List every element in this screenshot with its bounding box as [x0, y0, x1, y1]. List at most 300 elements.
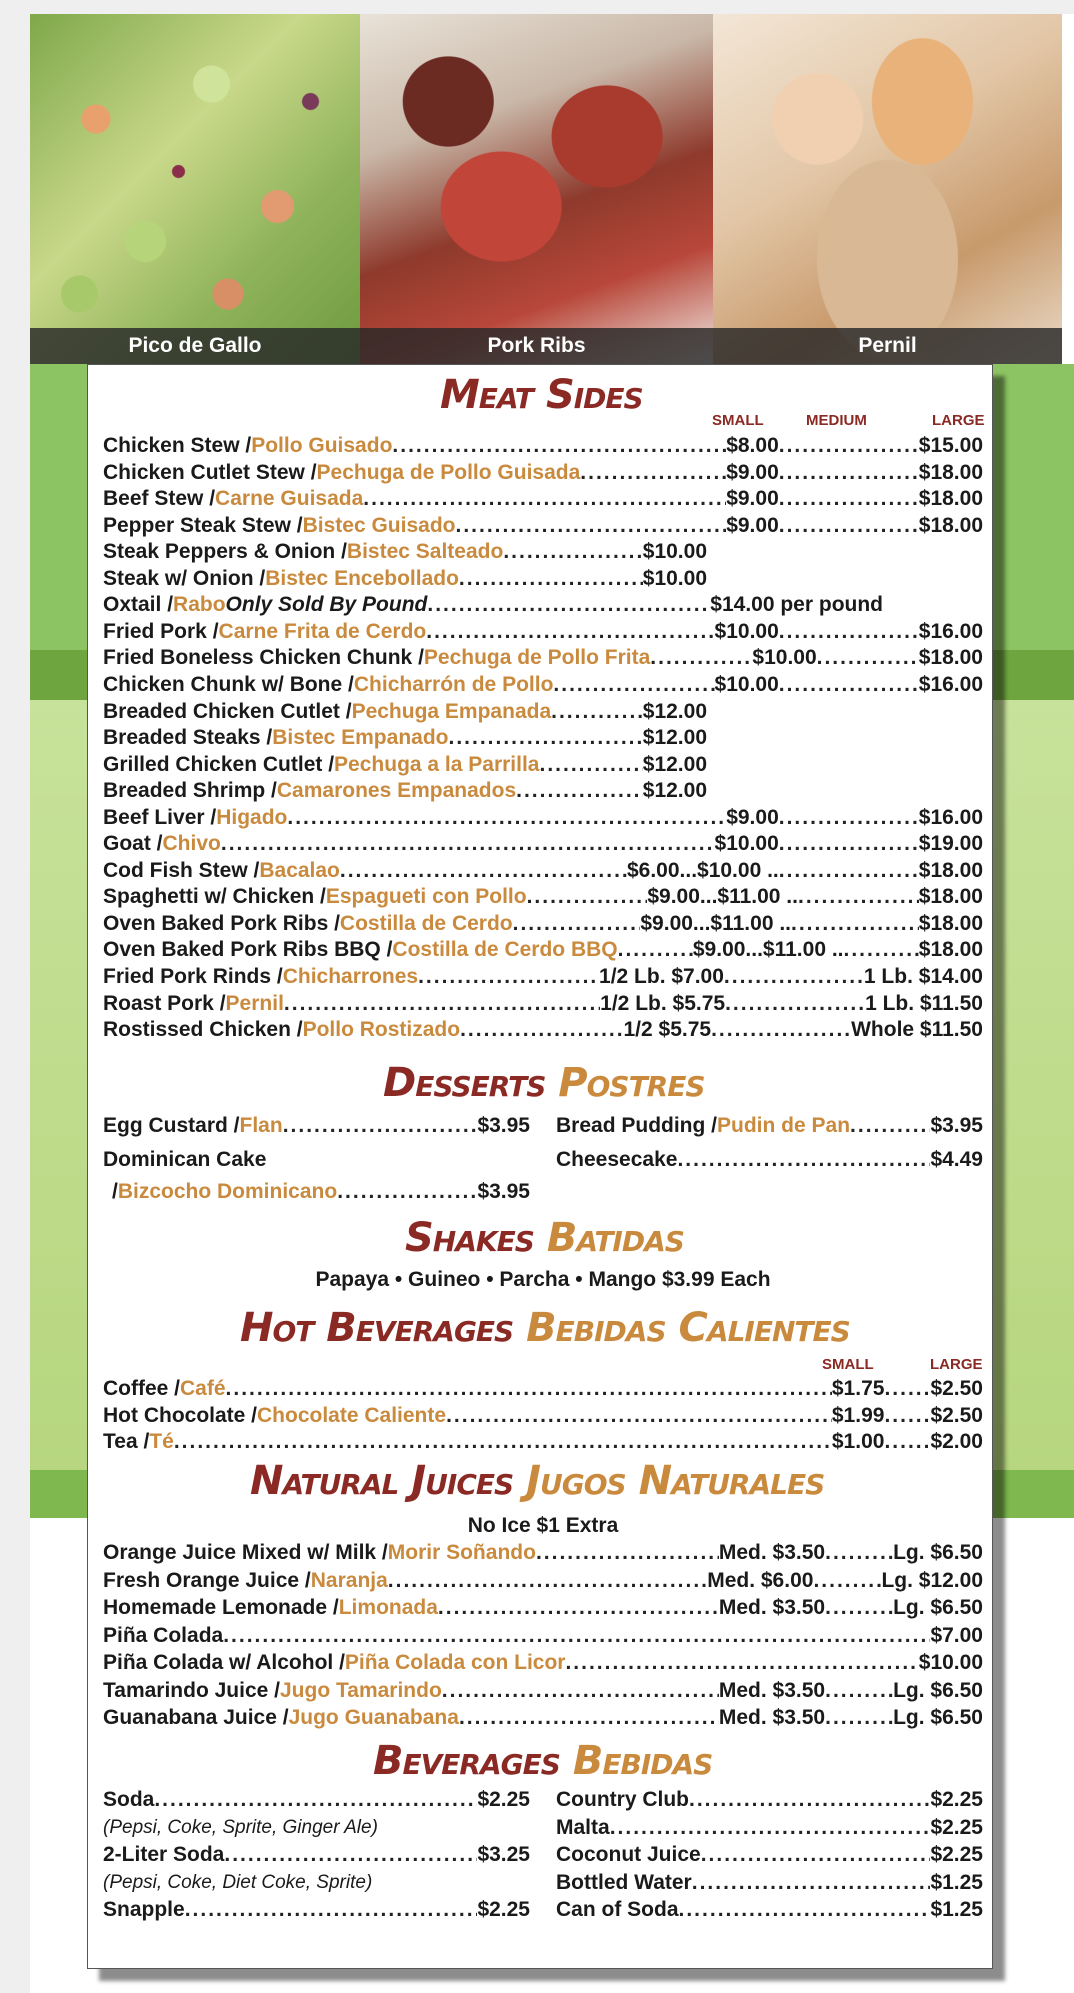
menu-item-row [103, 779, 983, 803]
leader-dots [779, 514, 919, 538]
item-name: Guanabana Juice / [103, 1706, 289, 1729]
item-price-1: $9.00...$11.00 .. [640, 911, 792, 935]
item-price-2: $18.00 [918, 858, 983, 882]
leader-dots [283, 1114, 478, 1138]
heading-en: Shakes [405, 1215, 534, 1261]
menu-item [103, 1569, 983, 1593]
leader-dots [448, 726, 642, 750]
item-price-1: $14.00 per pound [710, 593, 883, 617]
menu-item [103, 1706, 983, 1730]
menu-item [103, 540, 707, 564]
leader-dots [536, 1541, 719, 1565]
item-price-1: $8.00 [726, 434, 779, 457]
leader-dots [618, 938, 693, 962]
menu-item [103, 487, 983, 511]
item-name: Beef Stew / [103, 487, 216, 511]
item-price-1: 1/2 Lb. $5.75 [600, 991, 726, 1015]
menu-item-row [103, 1816, 530, 1840]
col-small: SMALL [712, 412, 764, 429]
leader-dots [791, 912, 919, 936]
menu-item-row [103, 1898, 530, 1922]
menu-item-row [103, 1871, 530, 1895]
item-price-1: Med. $3.50 [718, 1706, 826, 1729]
item-price-2: $10.00 [918, 1651, 983, 1674]
item-name-es: Higado [216, 805, 288, 829]
item-price-1: $9.00 [726, 460, 779, 484]
item-name: Orange Juice Mixed w/ Milk / [103, 1541, 388, 1564]
leader-dots [779, 673, 919, 697]
menu-item [103, 1541, 983, 1565]
leader-dots [392, 434, 726, 458]
item-name: Piña Colada [103, 1623, 224, 1647]
leader-dots [551, 700, 643, 724]
item-name-es: Limonada [338, 1596, 438, 1619]
leader-dots [527, 885, 648, 909]
item-name-es: Camarones Empanados [276, 779, 517, 803]
leader-dots [884, 1377, 930, 1401]
leader-dots [689, 1788, 930, 1812]
menu-item-row [556, 1843, 983, 1867]
menu-item-row [103, 1569, 983, 1593]
leader-dots [884, 1430, 930, 1454]
menu-item-row [103, 1377, 983, 1401]
menu-item-row [103, 567, 983, 591]
menu-item-row [556, 1788, 983, 1812]
item-note: (Pepsi, Coke, Diet Coke, Sprite) [103, 1871, 373, 1893]
menu-item-row [103, 1624, 983, 1648]
menu-item [103, 1018, 983, 1042]
item-price-2: $18.00 [918, 911, 983, 935]
menu-item [103, 965, 983, 989]
item-name-es: Bizcocho Dominicano [117, 1180, 338, 1203]
menu-item [103, 1816, 530, 1840]
item-price: $3.25 [477, 1843, 530, 1866]
item-name-es: Pechuga de Pollo Guisada [316, 460, 581, 484]
juices-note: No Ice $1 Extra [467, 1514, 619, 1537]
item-name-es: Pechuga de Pollo Frita [423, 646, 651, 670]
menu-item-row [103, 1018, 983, 1042]
item-name: Chicken Cutlet Stew / [103, 460, 317, 484]
heading-en: Natural Juices [250, 1458, 514, 1504]
item-price: $2.25 [930, 1788, 983, 1811]
menu-item-row [556, 1816, 983, 1840]
item-price-1: $1.75 [831, 1377, 885, 1400]
leader-dots [427, 593, 710, 617]
leader-dots [226, 1377, 832, 1401]
item-name: Egg Custard / [103, 1114, 240, 1137]
item-name: Coffee / [103, 1377, 181, 1400]
menu-item-row [103, 1706, 983, 1730]
menu-item-row [103, 1404, 983, 1428]
item-name: Roast Pork / [103, 991, 226, 1015]
photo-strip [30, 14, 1062, 364]
menu-item-row [103, 726, 983, 750]
item-name-es: Café [180, 1377, 226, 1400]
item-name: Coconut Juice [556, 1843, 701, 1866]
menu-item [103, 912, 983, 936]
menu-item-row [103, 646, 983, 670]
menu-item [556, 1843, 983, 1867]
leader-dots [779, 806, 919, 830]
menu-item [103, 700, 707, 724]
item-name: Chicken Chunk w/ Bone / [103, 672, 354, 696]
photo-label: Pico de Gallo [30, 328, 360, 364]
leader-dots [779, 434, 919, 458]
item-price: $3.95 [477, 1114, 530, 1137]
item-price-1: $10.00 [642, 540, 707, 564]
photo-pernil [713, 14, 1062, 364]
juices-heading [250, 1458, 824, 1504]
leader-dots [553, 673, 714, 697]
menu-item [112, 1180, 530, 1204]
menu-item [103, 859, 983, 883]
item-price-2: $16.00 [918, 619, 983, 643]
menu-item [103, 1377, 983, 1401]
item-name: Breaded Chicken Cutlet / [103, 699, 352, 723]
menu-item-row [103, 620, 983, 644]
menu-item [103, 1404, 983, 1428]
item-price: $2.25 [930, 1815, 983, 1839]
leader-dots [711, 1018, 851, 1042]
item-name: Can of Soda [556, 1898, 679, 1921]
item-name: Hot Chocolate / [103, 1403, 258, 1427]
item-price-2: $18.00 [918, 885, 983, 909]
menu-item [556, 1788, 983, 1812]
menu-item [103, 1624, 983, 1648]
photo-pico-de-gallo [30, 14, 360, 364]
item-name: Soda [103, 1788, 155, 1811]
item-name-es: Pollo Guisado [251, 434, 393, 457]
photo-label: Pork Ribs [360, 328, 713, 364]
item-price-1: $1.99 [831, 1403, 885, 1427]
item-name-es: Naranja [310, 1568, 388, 1592]
menu-item [103, 1596, 983, 1620]
shakes-line: Papaya • Guineo • Parcha • Mango $3.99 Each [315, 1268, 771, 1291]
menu-item [103, 567, 707, 591]
item-price-2: Lg. $6.50 [893, 1596, 983, 1619]
item-price-1: $10.00 [752, 646, 817, 670]
menu-item [103, 514, 983, 538]
leader-dots [610, 1816, 931, 1840]
col-large: LARGE [930, 1356, 983, 1373]
item-name-es: Costilla de Cerdo [339, 911, 513, 935]
menu-item [103, 1679, 983, 1703]
item-name-es: Pernil [225, 991, 284, 1015]
item-name-es: Pudin de Pan [717, 1114, 851, 1137]
item-price-1: $9.00...$11.00 .. [692, 938, 844, 962]
item-price-2: $18.00 [918, 460, 983, 484]
heading-es: Bebidas [572, 1738, 713, 1784]
item-price-2: $19.00 [918, 832, 983, 856]
heading-es: Batidas [546, 1215, 684, 1261]
item-note: Only Sold By Pound [225, 593, 428, 617]
leader-dots [455, 514, 726, 538]
item-price-2: $18.00 [918, 513, 983, 537]
item-name-es: Costilla de Cerdo BBQ [392, 938, 618, 962]
menu-item [103, 1430, 983, 1454]
item-name-es: Rabo [173, 593, 226, 617]
menu-item-row [103, 885, 983, 909]
item-price: $1.25 [930, 1870, 983, 1894]
item-name-es: Chicharrones [282, 965, 419, 988]
item-name-es: Bistec Encebollado [265, 566, 459, 590]
leader-dots [539, 753, 642, 777]
item-price-1: $10.00 [642, 566, 707, 590]
item-price-1: Med. $6.00 [707, 1568, 814, 1592]
menu-item [556, 1816, 983, 1840]
leader-dots [724, 965, 864, 989]
item-name: Goat / [103, 832, 163, 856]
hot-beverages-heading [240, 1305, 850, 1351]
leader-dots [779, 620, 919, 644]
item-price-2: $7.00 [930, 1623, 983, 1647]
menu-item [103, 1843, 530, 1867]
menu-item-row [103, 1788, 530, 1812]
item-price-1: $12.00 [642, 699, 707, 723]
item-price-1: $12.00 [642, 779, 707, 803]
item-price-1: $6.00...$10.00 .. [626, 858, 779, 882]
leader-dots [363, 487, 726, 511]
heading-es: Jugos Naturales [526, 1458, 825, 1504]
menu-item-row [103, 700, 983, 724]
item-name-es: Flan [239, 1114, 283, 1137]
meat-sides-heading: Meat Sides [440, 372, 643, 418]
photo-label: Pernil [713, 328, 1062, 364]
leader-dots [154, 1788, 477, 1812]
leader-dots [438, 1596, 719, 1620]
menu-item-row [103, 992, 983, 1016]
menu-item [103, 1788, 530, 1812]
item-price-2: $15.00 [918, 434, 983, 457]
item-name-es: Chocolate Caliente [257, 1403, 447, 1427]
menu-item-row [103, 965, 983, 989]
col-medium: MEDIUM [806, 412, 867, 429]
leader-dots [340, 859, 627, 883]
item-name-es: Bacalao [259, 858, 340, 882]
menu-item-row [103, 434, 983, 458]
item-name: Piña Colada w/ Alcohol / [103, 1651, 345, 1674]
menu-item [103, 832, 983, 856]
item-name: 2-Liter Soda [103, 1843, 225, 1866]
menu-item-row [556, 1148, 983, 1172]
item-price-2: $2.50 [930, 1377, 983, 1400]
menu-item [103, 620, 983, 644]
leader-dots [844, 938, 919, 962]
item-name: Oven Baked Pork Ribs / [103, 911, 340, 935]
item-name-es: Bistec Empanado [272, 726, 449, 750]
item-price: $3.95 [930, 1114, 983, 1137]
heading-en: Desserts [383, 1060, 546, 1106]
menu-item-row [103, 1843, 530, 1867]
menu-item [103, 646, 983, 670]
leader-dots [221, 832, 715, 856]
item-price-1: $1.00 [831, 1430, 885, 1453]
item-name: Fried Pork / [103, 619, 219, 643]
item-name: Malta [556, 1815, 610, 1839]
item-price-1: $9.00...$11.00 .. [647, 885, 798, 909]
menu-item-row [556, 1871, 983, 1895]
item-name: Fresh Orange Juice / [103, 1568, 311, 1592]
leader-dots [388, 1569, 707, 1593]
item-price-2: $16.00 [918, 672, 983, 696]
leader-dots [513, 912, 641, 936]
menu-item [103, 1114, 530, 1138]
shakes-heading [405, 1215, 684, 1261]
item-price: $4.49 [930, 1148, 983, 1171]
menu-item-row [103, 832, 983, 856]
item-name: Bottled Water [556, 1870, 692, 1894]
item-name-es: Jugo Guanabana [288, 1706, 459, 1729]
photo-pork-ribs [360, 14, 713, 364]
menu-item [103, 434, 983, 458]
item-name: Rostissed Chicken / [103, 1018, 303, 1042]
menu-item-row [103, 1114, 530, 1138]
item-name: Breaded Shrimp / [103, 779, 277, 803]
menu-item-row [103, 1148, 530, 1172]
item-price-1: $10.00 [714, 619, 779, 643]
menu-item [103, 779, 707, 803]
menu-item [556, 1898, 983, 1922]
col-small: SMALL [822, 1356, 874, 1373]
item-price-2: $2.50 [930, 1403, 983, 1427]
menu-item-row [103, 912, 983, 936]
item-name: Chicken Stew / [103, 434, 252, 457]
menu-item-row [103, 540, 983, 564]
item-name-es: Morir Soñando [387, 1541, 536, 1564]
leader-dots [725, 992, 865, 1016]
leader-dots [692, 1871, 931, 1895]
menu-item [103, 806, 983, 830]
item-name-es: Té [149, 1430, 174, 1453]
item-price-1: $10.00 [714, 672, 779, 696]
leader-dots [701, 1843, 931, 1867]
item-price-1: $10.00 [714, 832, 779, 856]
leader-dots [418, 965, 599, 989]
menu-item-row [103, 1679, 983, 1703]
item-name: Spaghetti w/ Chicken / [103, 885, 326, 909]
item-price-1: $9.00 [726, 487, 779, 511]
beverages-heading [373, 1738, 712, 1784]
item-name: Breaded Steaks / [103, 726, 273, 750]
leader-dots [798, 885, 919, 909]
item-name: Snapple [103, 1898, 185, 1921]
menu-item [103, 885, 983, 909]
menu-item-row [103, 1430, 983, 1454]
menu-item [556, 1871, 983, 1895]
item-name: Pepper Steak Stew / [103, 513, 303, 537]
item-name-es: Pollo Rostizado [302, 1018, 461, 1042]
item-price-1: $9.00 [726, 513, 779, 537]
item-name: Grilled Chicken Cutlet / [103, 752, 335, 776]
item-price-2: Lg. $6.50 [893, 1541, 983, 1564]
item-name: Steak Peppers & Onion / [103, 540, 347, 564]
item-name: Cheesecake [556, 1148, 678, 1171]
item-name-es: Pechuga a la Parrilla [334, 752, 540, 776]
heading-en: Beverages [373, 1738, 560, 1784]
menu-item-row [103, 938, 983, 962]
menu-item [556, 1114, 983, 1138]
item-name: Beef Liver / [103, 805, 217, 829]
leader-dots [779, 487, 919, 511]
item-name-es: Carne Frita de Cerdo [218, 619, 427, 643]
item-price-1: 1/2 $5.75 [623, 1018, 712, 1042]
item-name: Fried Pork Rinds / [103, 965, 283, 988]
item-name-es: Piña Colada con Licor [344, 1651, 566, 1674]
item-name-es: Carne Guisada [215, 487, 364, 511]
leader-dots [817, 646, 919, 670]
menu-item-row [103, 1596, 983, 1620]
menu-item [103, 938, 983, 962]
leader-dots [224, 1843, 477, 1867]
menu-item-row [103, 1651, 983, 1675]
leader-dots [284, 992, 600, 1016]
leader-dots [459, 1706, 719, 1730]
col-large: LARGE [932, 412, 985, 429]
leader-dots [580, 461, 726, 485]
menu-item [103, 1898, 530, 1922]
heading-en: Hot Beverages [240, 1305, 514, 1351]
leader-dots [565, 1651, 918, 1675]
leader-dots [813, 1569, 881, 1593]
item-name: Steak w/ Onion / [103, 566, 266, 590]
item-price-1: $12.00 [642, 726, 707, 750]
item-price-1: $12.00 [642, 752, 707, 776]
leader-dots [446, 1404, 832, 1428]
item-price-2: $16.00 [918, 805, 983, 829]
leader-dots [287, 806, 726, 830]
item-name-es: Chivo [162, 832, 221, 856]
leader-dots [825, 1706, 893, 1730]
leader-dots [426, 620, 714, 644]
menu-item-row [103, 487, 983, 511]
item-price-2: $2.00 [930, 1430, 983, 1453]
item-price: $2.25 [930, 1843, 983, 1866]
menu-item-row [103, 514, 983, 538]
menu-item-row [112, 1180, 530, 1204]
item-name-es: Chicharrón de Pollo [353, 672, 554, 696]
item-name-es: Bistec Salteado [346, 540, 504, 564]
leader-dots [825, 1596, 893, 1620]
item-name-es: Pechuga Empanada [351, 699, 552, 723]
item-name: Homemade Lemonade / [103, 1596, 339, 1619]
leader-dots [459, 567, 643, 591]
item-price-2: Lg. $6.50 [893, 1706, 983, 1729]
menu-item [103, 461, 983, 485]
menu-item [556, 1148, 983, 1172]
leader-dots [460, 1018, 623, 1042]
desserts-heading [383, 1060, 705, 1106]
menu-item [103, 673, 983, 697]
menu-item [103, 753, 707, 777]
leader-dots [779, 859, 919, 883]
menu-item-row [103, 461, 983, 485]
leader-dots [503, 540, 642, 564]
leader-dots [779, 461, 919, 485]
menu-item [103, 593, 883, 617]
item-name-es: Jugo Tamarindo [280, 1678, 442, 1702]
item-price-1: $9.00 [726, 805, 779, 829]
menu-item-row [103, 673, 983, 697]
menu-item [103, 726, 707, 750]
item-name-es: Bistec Guisado [302, 513, 456, 537]
item-price-2: $18.00 [918, 938, 983, 962]
item-price-2: Lg. $12.00 [881, 1568, 983, 1592]
item-price: $2.25 [477, 1898, 530, 1921]
item-name: Dominican Cake [103, 1148, 267, 1171]
menu-item [103, 1651, 983, 1675]
item-price-2: 1 Lb. $14.00 [863, 965, 983, 988]
item-price-1: Med. $3.50 [718, 1678, 826, 1702]
